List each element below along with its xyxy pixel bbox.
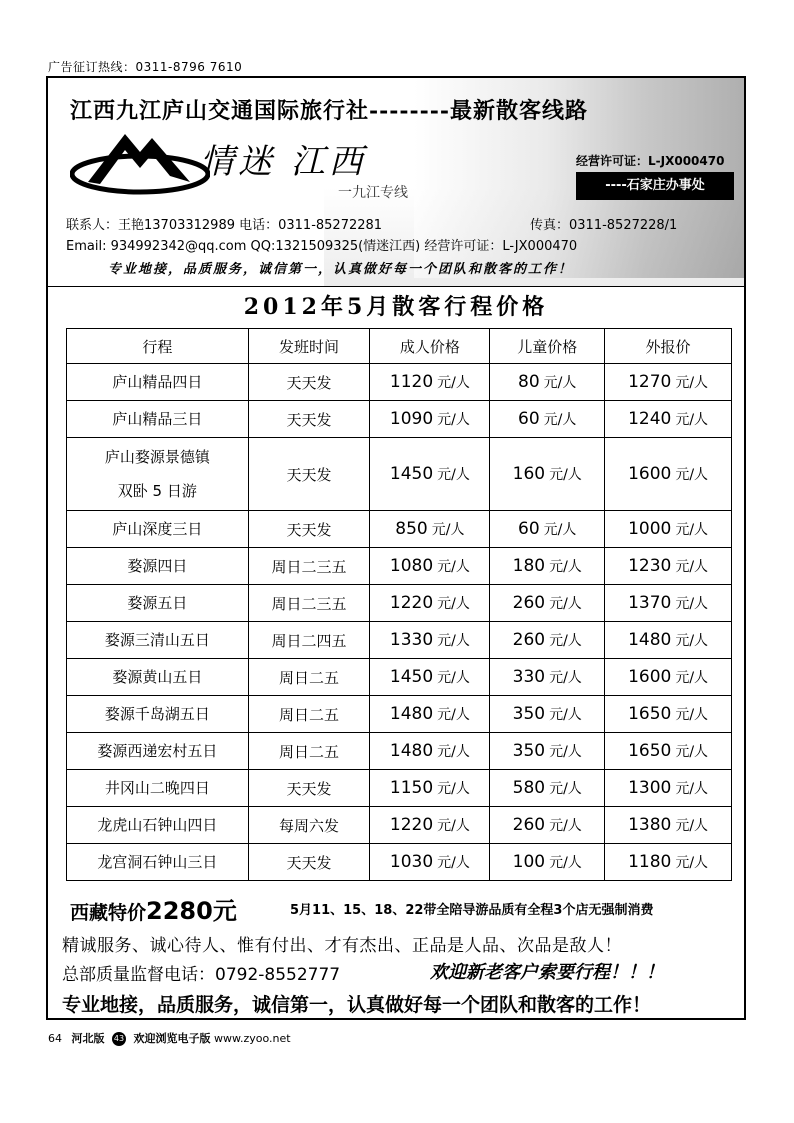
price-unit: 元/人 — [543, 522, 577, 538]
page-number: 64 — [48, 1032, 62, 1045]
page-footer — [48, 1030, 291, 1046]
footer-motto: 专业地接，品质服务，诚信第一，认真做好每一个团队和散客的工作！ — [62, 994, 652, 1016]
adult-price-cell — [370, 844, 490, 881]
col-header-quote: 外报价 — [605, 329, 732, 364]
quality-hotline: 总部质量监督电话：0792-8552777 — [62, 965, 341, 985]
schedule-cell: 天天发 — [248, 364, 370, 401]
route-cell — [67, 733, 249, 770]
price-unit: 元/人 — [437, 467, 470, 483]
schedule-cell: 周日二五 — [248, 733, 370, 770]
adult-price: 1220 — [389, 815, 434, 835]
route-cell — [67, 438, 249, 511]
route-cell — [67, 770, 249, 807]
price-unit: 元/人 — [437, 744, 470, 760]
col-header-adult: 成人价格 — [370, 329, 490, 364]
col-header-child: 儿童价格 — [490, 329, 605, 364]
table-row — [67, 585, 732, 622]
price-table — [66, 328, 732, 881]
adult-price-cell — [370, 364, 490, 401]
tibet-special — [70, 891, 237, 926]
route-name: 庐山婺源景德镇 — [104, 448, 210, 466]
price-unit: 元/人 — [431, 522, 465, 538]
price-unit: 元/人 — [437, 633, 470, 649]
fax-info: 传真：0311-8527228/1 — [530, 218, 678, 233]
price-unit: 元/人 — [675, 559, 709, 575]
price-unit: 元/人 — [549, 818, 582, 834]
adult-price: 1480 — [389, 741, 434, 761]
adult-price: 1090 — [389, 409, 434, 429]
route-name: 婺源四日 — [127, 557, 188, 575]
table-row — [67, 401, 732, 438]
route-cell — [67, 659, 249, 696]
schedule-cell: 天天发 — [248, 511, 370, 548]
route-name: 龙虎山石钟山四日 — [97, 816, 218, 834]
tibet-price: 2280元 — [146, 897, 237, 925]
adult-price-cell — [370, 401, 490, 438]
child-price-cell — [490, 733, 605, 770]
price-unit: 元/人 — [675, 744, 709, 760]
table-row — [67, 844, 732, 881]
price-unit: 元/人 — [437, 670, 470, 686]
route-name: 婺源千岛湖五日 — [104, 705, 210, 723]
route-name: 庐山精品三日 — [112, 410, 203, 428]
child-price-cell — [490, 659, 605, 696]
price-unit: 元/人 — [437, 855, 470, 871]
schedule-cell: 天天发 — [248, 770, 370, 807]
adult-price: 1030 — [389, 852, 434, 872]
quote-price: 1650 — [628, 704, 672, 724]
schedule-cell: 周日二三五 — [248, 585, 370, 622]
quote-price: 1600 — [628, 464, 672, 484]
quote-price-cell — [605, 733, 732, 770]
tibet-label: 西藏特价 — [70, 902, 147, 924]
quote-price: 1650 — [628, 741, 672, 761]
service-slogan: 精诚服务、诚心待人、惟有付出、才有杰出、正品是人品、次品是敌人！ — [62, 936, 622, 956]
route-name: 婺源黄山五日 — [112, 668, 203, 686]
child-price-cell — [490, 844, 605, 881]
price-title: 2012年5月散客行程价格 — [243, 294, 549, 320]
route-name: 婺源三清山五日 — [104, 631, 210, 649]
child-price-cell — [490, 696, 605, 733]
price-unit: 元/人 — [549, 781, 582, 797]
adult-price-cell — [370, 438, 490, 511]
price-unit: 元/人 — [437, 375, 470, 391]
quote-price-cell — [605, 622, 732, 659]
price-unit: 元/人 — [437, 707, 470, 723]
col-header-route: 行程 — [67, 329, 249, 364]
child-price-cell — [490, 511, 605, 548]
price-unit: 元/人 — [549, 467, 582, 483]
child-price: 180 — [512, 556, 546, 576]
quote-price-cell — [605, 511, 732, 548]
child-price-cell — [490, 364, 605, 401]
child-price: 260 — [512, 593, 546, 613]
browse-text: 欢迎浏览电子版 — [133, 1032, 211, 1045]
quote-price: 1230 — [628, 556, 672, 576]
quote-price: 1180 — [628, 852, 672, 872]
schedule-cell: 周日二五 — [248, 696, 370, 733]
table-row — [67, 511, 732, 548]
adult-price: 1330 — [389, 630, 434, 650]
child-price: 350 — [512, 741, 546, 761]
route-cell — [67, 807, 249, 844]
child-price: 350 — [512, 704, 546, 724]
price-unit: 元/人 — [437, 781, 470, 797]
logo-subtitle: 一九江专线 — [338, 185, 408, 201]
mountain-logo-icon — [70, 124, 210, 204]
price-unit: 元/人 — [675, 522, 709, 538]
price-unit: 元/人 — [549, 596, 582, 612]
table-row — [67, 770, 732, 807]
table-row — [67, 364, 732, 401]
price-unit: 元/人 — [549, 633, 582, 649]
adult-price: 1480 — [389, 704, 434, 724]
adult-price-cell — [370, 548, 490, 585]
price-unit: 元/人 — [675, 375, 709, 391]
route-cell — [67, 511, 249, 548]
adult-price: 1220 — [389, 593, 434, 613]
route-name: 庐山深度三日 — [112, 520, 203, 538]
table-row — [67, 622, 732, 659]
route-name: 井冈山二晚四日 — [104, 779, 210, 797]
agency-header — [48, 78, 744, 287]
schedule-cell: 周日二三五 — [248, 548, 370, 585]
adult-price: 1450 — [389, 464, 434, 484]
price-unit: 元/人 — [675, 412, 709, 428]
welcome-text: 欢迎新老客户索要行程！！！ — [430, 962, 664, 983]
header-motto: 专业地接，品质服务，诚信第一，认真做好每一个团队和散客的工作！ — [108, 262, 574, 277]
child-price: 330 — [512, 667, 546, 687]
route-name-line2: 双卧 5 日游 — [117, 482, 197, 500]
quote-price: 1000 — [628, 519, 672, 539]
route-cell — [67, 696, 249, 733]
price-unit: 元/人 — [675, 781, 709, 797]
price-unit: 元/人 — [675, 633, 709, 649]
quote-price-cell — [605, 844, 732, 881]
adult-price-cell — [370, 511, 490, 548]
adult-price-cell — [370, 733, 490, 770]
child-price: 260 — [512, 815, 546, 835]
route-cell — [67, 585, 249, 622]
quote-price-cell — [605, 770, 732, 807]
ad-hotline: 广告征订热线：0311-8796 7610 — [48, 60, 243, 74]
schedule-cell: 天天发 — [248, 844, 370, 881]
email-info: Email: 934992342@qq.com QQ:1321509325(情迷江西) 经营许可证：L-JX000470 — [66, 239, 578, 254]
price-unit: 元/人 — [675, 467, 709, 483]
price-unit: 元/人 — [675, 596, 709, 612]
price-unit: 元/人 — [543, 412, 577, 428]
child-price-cell — [490, 770, 605, 807]
quote-price-cell — [605, 585, 732, 622]
price-unit: 元/人 — [549, 559, 582, 575]
edition-badge-icon: 43 — [112, 1032, 126, 1046]
quote-price-cell — [605, 364, 732, 401]
schedule-cell: 周日二四五 — [248, 622, 370, 659]
quote-price-cell — [605, 401, 732, 438]
route-name: 婺源五日 — [127, 594, 188, 612]
route-cell — [67, 548, 249, 585]
website-link[interactable]: www.zyoo.net — [214, 1032, 291, 1045]
adult-price: 1450 — [389, 667, 434, 687]
price-unit: 元/人 — [437, 596, 470, 612]
table-header-row — [67, 329, 732, 364]
child-price-cell — [490, 807, 605, 844]
logo-text: 情迷 江西 — [200, 142, 367, 182]
table-row — [67, 733, 732, 770]
table-row — [67, 696, 732, 733]
schedule-cell: 天天发 — [248, 438, 370, 511]
child-price-cell — [490, 401, 605, 438]
agency-title: 江西九江庐山交通国际旅行社--------最新散客线路 — [70, 98, 589, 124]
child-price-cell — [490, 438, 605, 511]
route-cell — [67, 844, 249, 881]
quote-price-cell — [605, 807, 732, 844]
logo — [70, 124, 370, 204]
quote-price: 1370 — [628, 593, 672, 613]
quote-price: 1240 — [628, 409, 672, 429]
license-number: 经营许可证：L-JX000470 — [576, 154, 725, 168]
price-unit: 元/人 — [549, 670, 582, 686]
price-unit: 元/人 — [437, 559, 470, 575]
ad-frame — [46, 76, 746, 1020]
route-cell — [67, 622, 249, 659]
price-unit: 元/人 — [549, 707, 582, 723]
route-name: 婺源西递宏村五日 — [97, 742, 218, 760]
child-price: 60 — [518, 519, 540, 539]
table-row — [67, 807, 732, 844]
price-unit: 元/人 — [437, 818, 470, 834]
child-price-cell — [490, 622, 605, 659]
adult-price: 1150 — [389, 778, 434, 798]
adult-price-cell — [370, 622, 490, 659]
adult-price: 850 — [395, 519, 428, 539]
quote-price-cell — [605, 696, 732, 733]
office-badge: ----石家庄办事处 — [576, 172, 734, 200]
tibet-note: 5月11、15、18、22带全陪导游品质有全程3个店无强制消费 — [290, 903, 654, 918]
adult-price-cell — [370, 585, 490, 622]
quote-price: 1300 — [628, 778, 672, 798]
route-name: 庐山精品四日 — [112, 373, 203, 391]
child-price: 160 — [512, 464, 546, 484]
quote-price-cell — [605, 438, 732, 511]
child-price: 60 — [518, 409, 540, 429]
price-unit: 元/人 — [549, 744, 582, 760]
quote-price-cell — [605, 548, 732, 585]
child-price-cell — [490, 548, 605, 585]
adult-price-cell — [370, 696, 490, 733]
schedule-cell: 周日二五 — [248, 659, 370, 696]
price-unit: 元/人 — [675, 670, 709, 686]
price-unit: 元/人 — [543, 375, 577, 391]
quote-price: 1270 — [628, 372, 672, 392]
adult-price: 1080 — [389, 556, 434, 576]
quote-price-cell — [605, 659, 732, 696]
quote-price: 1480 — [628, 630, 672, 650]
adult-price: 1120 — [389, 372, 434, 392]
price-unit: 元/人 — [675, 707, 709, 723]
route-cell — [67, 364, 249, 401]
route-cell — [67, 401, 249, 438]
child-price: 260 — [512, 630, 546, 650]
adult-price-cell — [370, 807, 490, 844]
price-unit: 元/人 — [675, 818, 709, 834]
table-row — [67, 548, 732, 585]
edition: 河北版 — [71, 1032, 105, 1045]
price-unit: 元/人 — [437, 412, 470, 428]
table-row — [67, 659, 732, 696]
child-price: 100 — [512, 852, 546, 872]
table-row — [67, 438, 732, 511]
schedule-cell: 每周六发 — [248, 807, 370, 844]
child-price: 80 — [518, 372, 540, 392]
route-name: 龙宫洞石钟山三日 — [97, 853, 218, 871]
price-unit: 元/人 — [549, 855, 582, 871]
child-price: 580 — [512, 778, 546, 798]
quote-price: 1600 — [628, 667, 672, 687]
contact-info: 联系人：王艳13703312989 电话：0311-85272281 — [66, 218, 383, 233]
col-header-schedule: 发班时间 — [248, 329, 370, 364]
child-price-cell — [490, 585, 605, 622]
price-unit: 元/人 — [675, 855, 709, 871]
quote-price: 1380 — [628, 815, 672, 835]
adult-price-cell — [370, 770, 490, 807]
adult-price-cell — [370, 659, 490, 696]
schedule-cell: 天天发 — [248, 401, 370, 438]
